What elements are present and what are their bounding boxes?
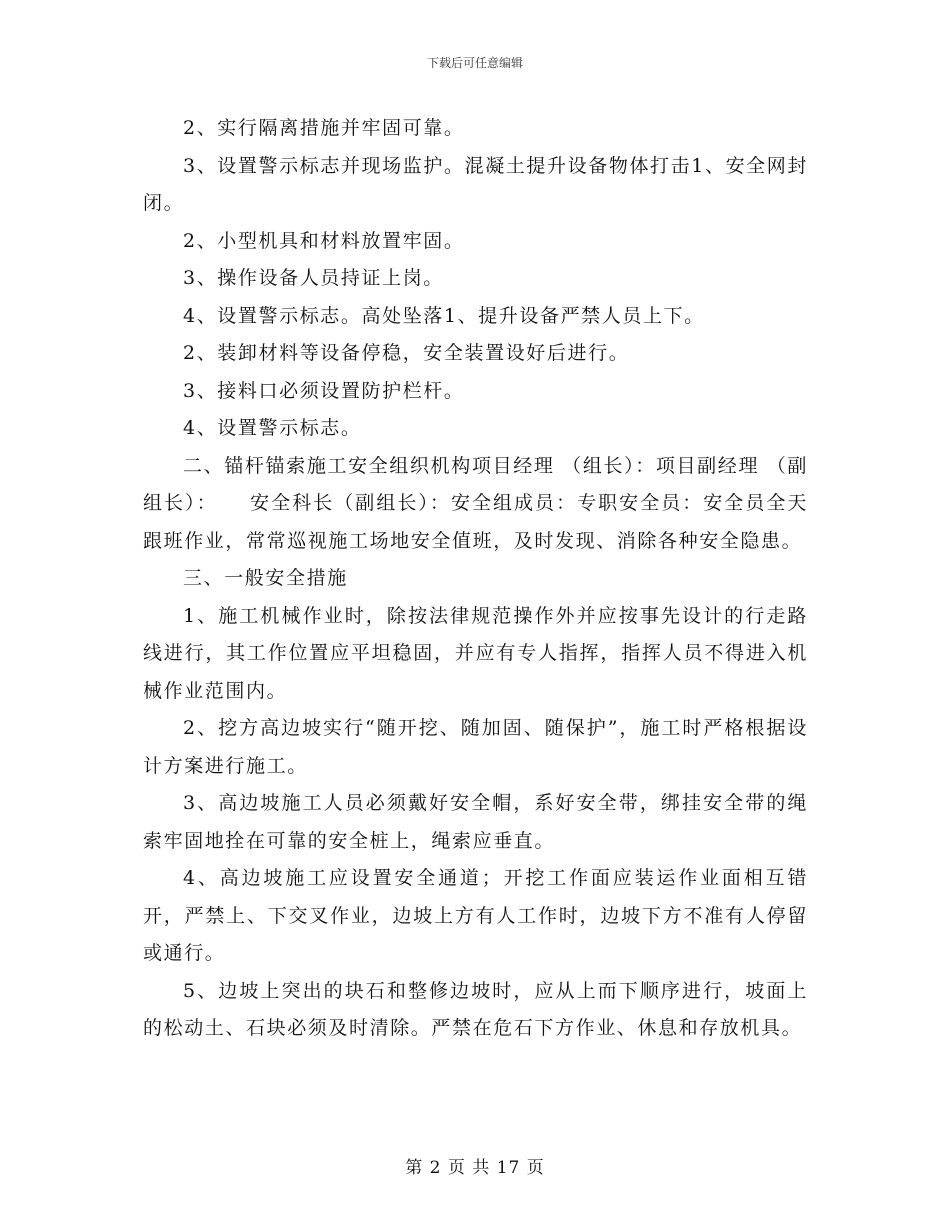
paragraph: 3、设置警示标志并现场监护。混凝土提升设备物体打击1、安全网封闭。	[143, 154, 808, 214]
paragraph: 2、挖方高边坡实行“随开挖、随加固、随保护”，施工时严格根据设计方案进行施工。	[143, 717, 808, 777]
paragraph: 4、设置警示标志。高处坠落1、提升设备严禁人员上下。	[183, 304, 705, 327]
paragraph: 2、小型机具和材料放置牢固。	[183, 229, 465, 252]
page-number: 第 2 页 共 17 页	[405, 1158, 545, 1178]
paragraph: 2、装卸材料等设备停稳，安全装置设好后进行。	[183, 342, 630, 364]
paragraph: 5、边坡上突出的块石和整修边坡时，应从上而下顺序进行，坡面上的松动土、石块必须及时清除。严禁在危石下方作业、休息和存放机具。	[143, 979, 808, 1039]
paragraph: 1、施工机械作业时，除按法律规范操作外并应按事先设计的行走路线进行，其工作位置应平坦稳固，并应有专人指挥，指挥人员不得进入机械作业范围内。	[143, 604, 808, 702]
paragraph: 2、实行隔离措施并牢固可靠。	[183, 117, 465, 139]
paragraph: 3、高边坡施工人员必须戴好安全帽，系好安全带，绑挂安全带的绳索牢固地拴在可靠的安全桩上，绳索应垂直。	[143, 792, 808, 852]
paragraph: 4、设置警示标志。	[183, 417, 362, 439]
paragraph: 3、操作设备人员持证上岗。	[183, 267, 444, 289]
section-heading: 三、一般安全措施	[183, 567, 348, 589]
document-body	[143, 110, 808, 1048]
paragraph: 二、锚杆锚索施工安全组织机构项目经理 （组长）：项目副经理 （副组长）： 安全科长（副组长）：安全组成员：专职安全员：安全员全天跟班作业，常常巡视施工场地安全值班，及时发现、消除各种安全隐患。	[143, 454, 808, 552]
paragraph: 3、接料口必须设置防护栏杆。	[183, 379, 465, 402]
page-header: 下载后可任意编辑	[426, 56, 523, 70]
paragraph: 4、高边坡施工应设置安全通道；开挖工作面应装运作业面相互错开，严禁上、下交叉作业，边坡上方有人工作时，边坡下方不准有人停留或通行。	[143, 867, 808, 964]
